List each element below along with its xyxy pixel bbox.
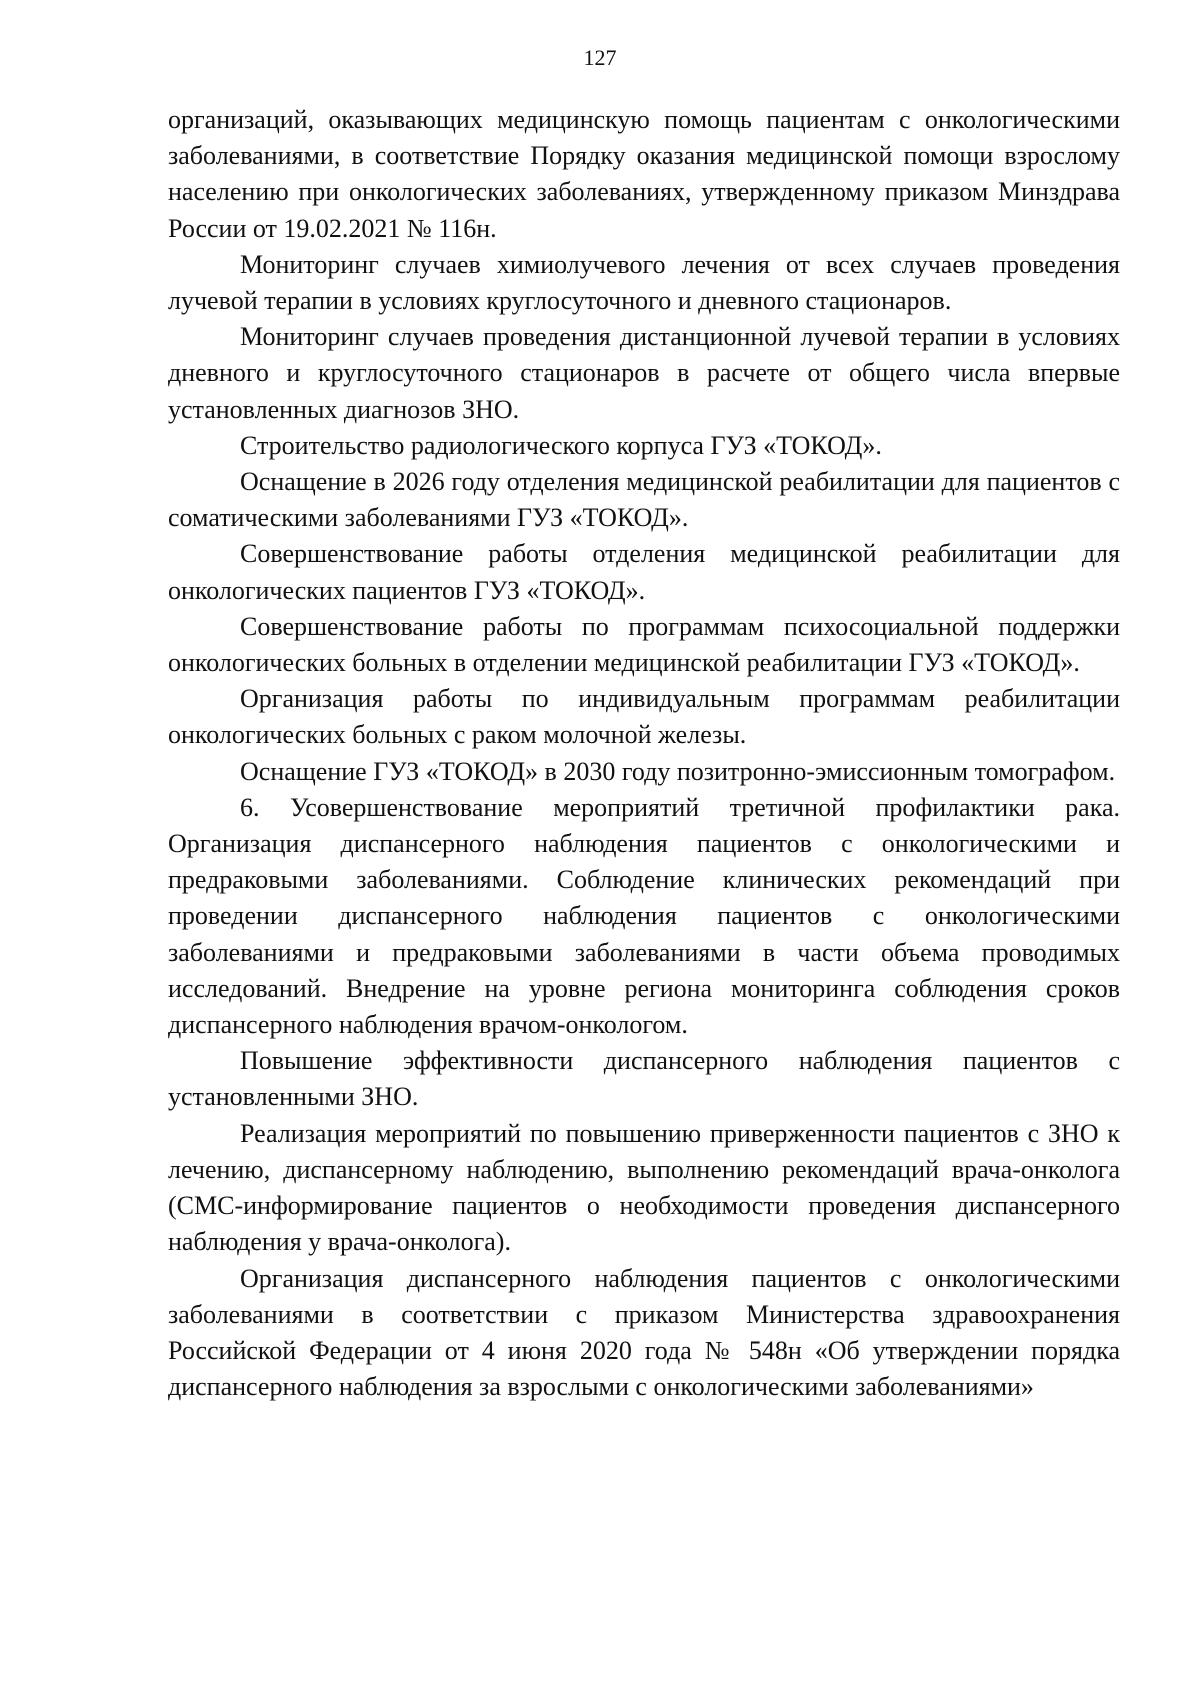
paragraph-rehabilitation-improvement: Совершенствование работы отделения медицинской реабилитации для онкологических пациентов ГУЗ «ТОКОД». (168, 539, 1120, 605)
paragraph-rehabilitation-equipment: Оснащение в 2026 году отделения медицинской реабилитации для пациентов с соматическими заболеваниями ГУЗ «ТОКОД». (168, 467, 1120, 533)
page-number: 127 (583, 45, 617, 70)
body-text (168, 102, 1120, 1405)
paragraph-remote-radiotherapy-monitoring: Мониторинг случаев проведения дистанционной лучевой терапии в условиях дневного и круглосуточного стационаров в расчете от общего числа впервые установленных диагнозов ЗНО. (168, 322, 1120, 424)
paragraph-radiology-building: Строительство радиологического корпуса ГУЗ «ТОКОД». (240, 430, 882, 460)
paragraph-breast-cancer-rehabilitation: Организация работы по индивидуальным программам реабилитации онкологических больных с раком молочной железы. (168, 684, 1120, 750)
paragraph-dispensary-order: Организация диспансерного наблюдения пациентов с онкологическими заболеваниями в соответствии с приказом Министерства здравоохранения Российской Федерации от 4 июня 2020 года № 548н «Об утверждении порядка диспансерного наблюдения за взрослыми с онкологическими заболеваниями» (168, 1263, 1120, 1402)
paragraph-dispensary-efficiency: Повышение эффективности диспансерного наблюдения пациентов с установленными ЗНО. (168, 1046, 1120, 1112)
paragraph-adherence-measures: Реализация мероприятий по повышению приверженности пациентов с ЗНО к лечению, диспансерному наблюдению, выполнению рекомендаций врача-онколога (СМС-информирование пациентов о необходимости проведения диспансерного наблюдения у врача-онколога). (168, 1118, 1120, 1257)
paragraph-tertiary-prevention: 6. Усовершенствование мероприятий третичной профилактики рака. Организация диспансерного наблюдения пациентов с онкологическими и предраковыми заболеваниями. Соблюдение клинических рекомендаций при проведении диспансерного наблюдения пациентов с онкологическими заболеваниями и предраковыми заболеваниями в части объема проводимых исследований. Внедрение на уровне региона мониторинга соблюдения сроков диспансерного наблюдения врачом-онкологом. (168, 792, 1120, 1040)
paragraph-chemoradiation-monitoring: Мониторинг случаев химиолучевого лечения от всех случаев проведения лучевой терапии в условиях круглосуточного и дневного стационаров. (168, 249, 1120, 316)
paragraph-psychosocial-support: Совершенствование работы по программам психосоциальной поддержки онкологических больных в отделении медицинской реабилитации ГУЗ «ТОКОД». (168, 611, 1120, 678)
paragraph-pet-equipment: Оснащение ГУЗ «ТОКОД» в 2030 году позитронно-эмиссионным томографом. (240, 756, 1116, 786)
paragraph-continuation: организаций, оказывающих медицинскую помощь пациентам с онкологическими заболеваниями, в соответствие Порядку оказания медицинской помощи взрослому населению при онкологических заболеваниях, утвержденному приказом Минздрава России от 19.02.2021 № 116н. (168, 105, 1120, 243)
